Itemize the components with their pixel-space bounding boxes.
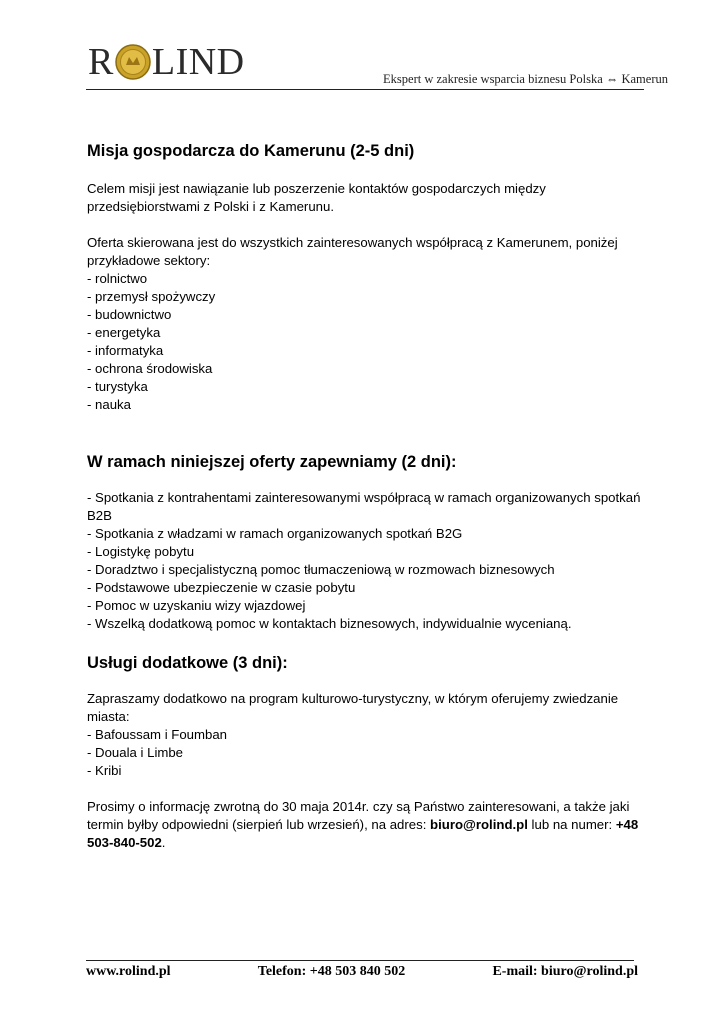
section1-title: Misja gospodarcza do Kamerunu (2-5 dni): [87, 142, 415, 160]
list-item: - budownictwo: [87, 307, 172, 322]
logo-text-left: R: [88, 41, 114, 83]
logo-text-right: LIND: [151, 41, 245, 83]
list-item: - Logistykę pobytu: [87, 544, 195, 559]
footer-website-link[interactable]: www.rolind.pl: [86, 964, 171, 979]
list-item: - Wszelką dodatkową pomoc w kontaktach biznesowych, indywidualnie wycenianą.: [87, 616, 572, 631]
list-item: - Spotkania z kontrahentami zainteresowanymi współpracą w ramach organizowanych spotkań B2B: [87, 490, 641, 523]
sectors-list: [87, 270, 647, 414]
list-item: - nauka: [87, 397, 131, 412]
section2-title: W ramach niniejszej oferty zapewniamy (2 dni):: [87, 453, 457, 471]
list-item: - Doradztwo i specjalistyczną pomoc tłumaczeniową w rozmowach biznesowych: [87, 562, 555, 577]
footer: [86, 964, 638, 980]
services-list: [87, 489, 647, 633]
list-item: - Bafoussam i Foumban: [87, 727, 227, 742]
list-item: - Kribi: [87, 763, 122, 778]
header-divider: [86, 89, 644, 90]
list-item: - rolnictwo: [87, 271, 148, 286]
header-tagline: Ekspert w zakresie wsparcia biznesu Polska ⇔ Kamerun: [383, 72, 668, 86]
footer-phone: Telefon: +48 503 840 502: [257, 964, 406, 979]
list-item: - turystyka: [87, 379, 148, 394]
list-item: - Podstawowe ubezpieczenie w czasie pobytu: [87, 580, 356, 595]
closing-text-mid: lub na numer:: [527, 817, 616, 832]
gold-coin-icon: [115, 44, 151, 80]
closing-text: Prosimy o informację zwrotną do 30 maja 2014r. czy są Państwo zainteresowani, a także jaki termin byłby odpowiedni (sierpień lub wrzesień), na adres:: [87, 799, 630, 832]
list-item: - przemysł spożywczy: [87, 289, 216, 304]
cities-list: [87, 726, 647, 780]
list-item: - Pomoc w uzyskaniu wizy wjazdowej: [87, 598, 306, 613]
closing-paragraph: [87, 798, 647, 852]
list-item: - energetyka: [87, 325, 161, 340]
list-item: - Spotkania z władzami w ramach organizowanych spotkań B2G: [87, 526, 463, 541]
section1-intro: Celem misji jest nawiązanie lub poszerzenie kontaktów gospodarczych między przedsiębiorstwami z Polski i z Kamerunu.: [87, 181, 546, 214]
company-logo: [88, 40, 245, 84]
closing-text-end: .: [161, 835, 166, 850]
list-item: - Douala i Limbe: [87, 745, 184, 760]
section3-intro: Zapraszamy dodatkowo na program kulturowo-turystyczny, w którym oferujemy zwiedzanie miasta:: [87, 691, 619, 724]
section1-offer: Oferta skierowana jest do wszystkich zainteresowanych współpracą z Kamerunem, poniżej przykładowe sektory:: [87, 235, 618, 268]
document-body: [87, 140, 647, 852]
contact-email-link[interactable]: biuro@rolind.pl: [430, 817, 528, 832]
footer-email-link[interactable]: E-mail: biuro@rolind.pl: [492, 964, 638, 979]
list-item: - ochrona środowiska: [87, 361, 213, 376]
section3-title: Usługi dodatkowe (3 dni):: [87, 654, 288, 672]
list-item: - informatyka: [87, 343, 164, 358]
footer-divider: [86, 960, 634, 961]
contact-phone: +48 503-840-502: [87, 817, 639, 850]
